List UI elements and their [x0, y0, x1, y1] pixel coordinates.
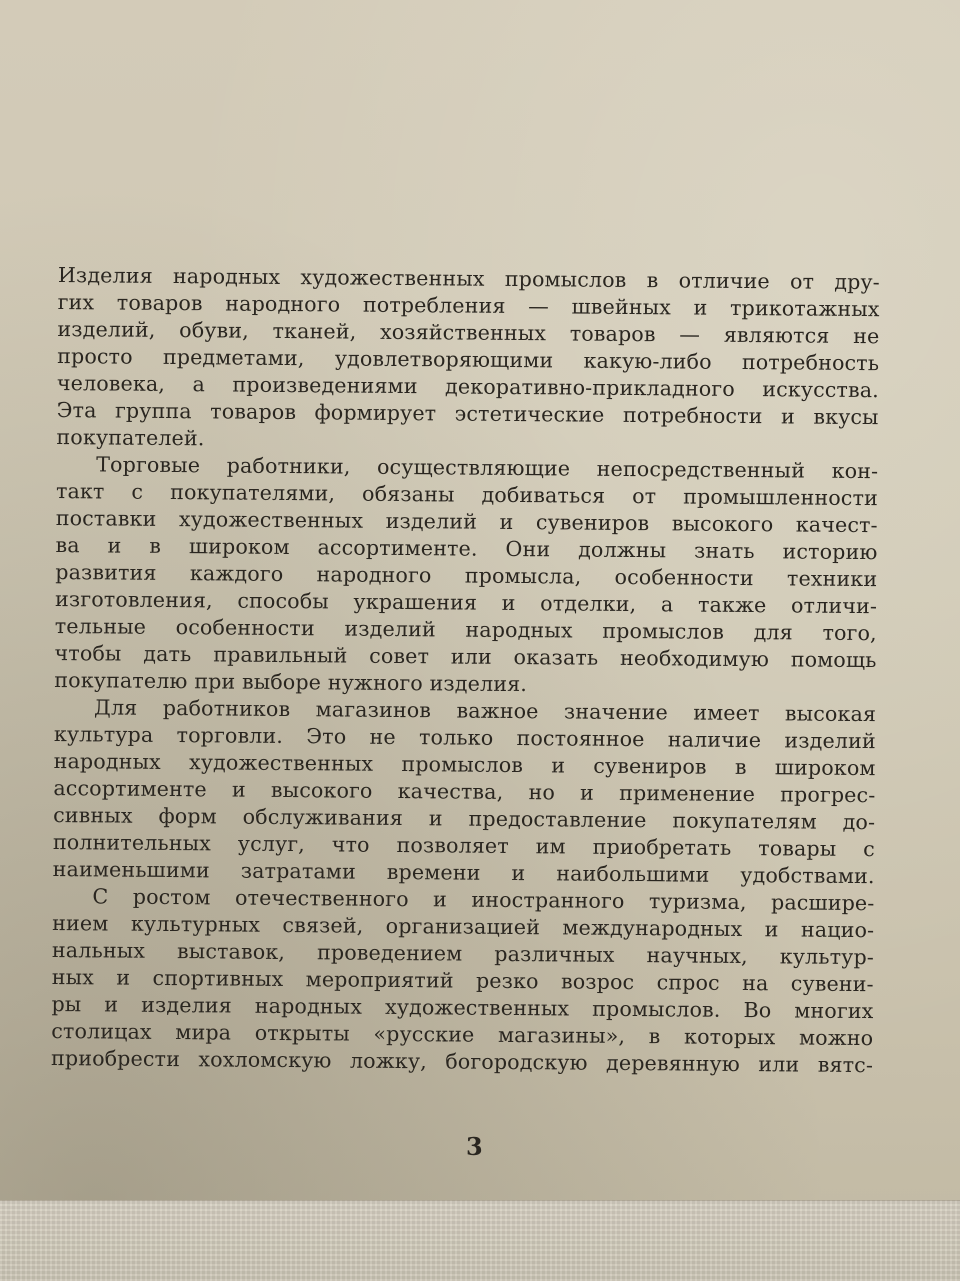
- text-line: Для работников магазинов важное значение имеет высокая: [94, 695, 877, 727]
- text-line: Изделия народных художественных промыслов в отличие от дру-: [57, 262, 880, 295]
- text-line: С ростом отечественного и иностранного туризма, расшире-: [92, 884, 875, 916]
- text-line: изделий, обуви, тканей, хозяйственных товаров — являются не: [57, 316, 880, 349]
- paragraph-2: [54, 451, 878, 701]
- text-line: развития каждого народного промысла, особенности техники: [55, 559, 878, 592]
- paragraph-4: [51, 883, 875, 1079]
- paragraph-3: [53, 694, 877, 890]
- text-line: Эта группа товаров формирует эстетические потребности и вкусы: [56, 397, 879, 430]
- text-line: гих товаров народного потребления — швейных и трикотажных: [57, 289, 880, 322]
- text-line: столицах мира открыты «русские магазины», в которых можно: [51, 1018, 874, 1051]
- text-line: человека, а произведениями декоративно-прикладного искусства.: [56, 370, 880, 403]
- text-line: ных и спортивных мероприятий резко возрос спрос на сувени-: [51, 964, 874, 997]
- table-surface: [0, 1200, 960, 1281]
- text-line: Торговые работники, осуществляющие непосредственный кон-: [96, 452, 879, 484]
- text-line: чтобы дать правильный совет или оказать необходимую помощь: [54, 640, 877, 673]
- text-line: ры и изделия народных художественных промыслов. Во многих: [51, 991, 874, 1024]
- text-line: ассортименте и высокого качества, но и применение прогрес-: [53, 775, 876, 808]
- paragraph-1: [56, 262, 880, 458]
- text-line: наименьшими затратами времени и наибольшими удобствами.: [52, 856, 875, 889]
- text-line: покупателю при выборе нужного изделия.: [54, 667, 528, 697]
- text-line: нием культурных связей, организацией международных и нацио-: [52, 910, 875, 943]
- text-line: приобрести хохломскую ложку, богородскую деревянную или вятс-: [50, 1045, 874, 1078]
- text-line: культура торговли. Это не только постоянное наличие изделий: [53, 721, 876, 754]
- text-line: поставки художественных изделий и сувениров высокого качест-: [55, 505, 878, 538]
- text-line: просто предметами, удовлетворяющими какую-либо потребность: [57, 343, 880, 376]
- body-text: [51, 262, 880, 1079]
- text-line: тельные особенности изделий народных промыслов для того,: [54, 613, 877, 646]
- text-line: ва и в широком ассортименте. Они должны знать историю: [55, 532, 878, 565]
- page-number: 3: [466, 1132, 483, 1161]
- text-line: народных художественных промыслов и сувениров в широком: [53, 748, 876, 781]
- text-line: полнительных услуг, что позволяет им приобретать товары с: [52, 829, 876, 862]
- text-line: сивных форм обслуживания и предоставление покупателям до-: [53, 802, 876, 835]
- text-line: покупателей.: [56, 424, 205, 451]
- text-line: нальных выставок, проведением различных научных, культур-: [51, 937, 875, 970]
- text-line: такт с покупателями, обязаны добиваться от промышленности: [55, 478, 879, 511]
- text-line: изготовления, способы украшения и отделки, а также отличи-: [54, 586, 878, 619]
